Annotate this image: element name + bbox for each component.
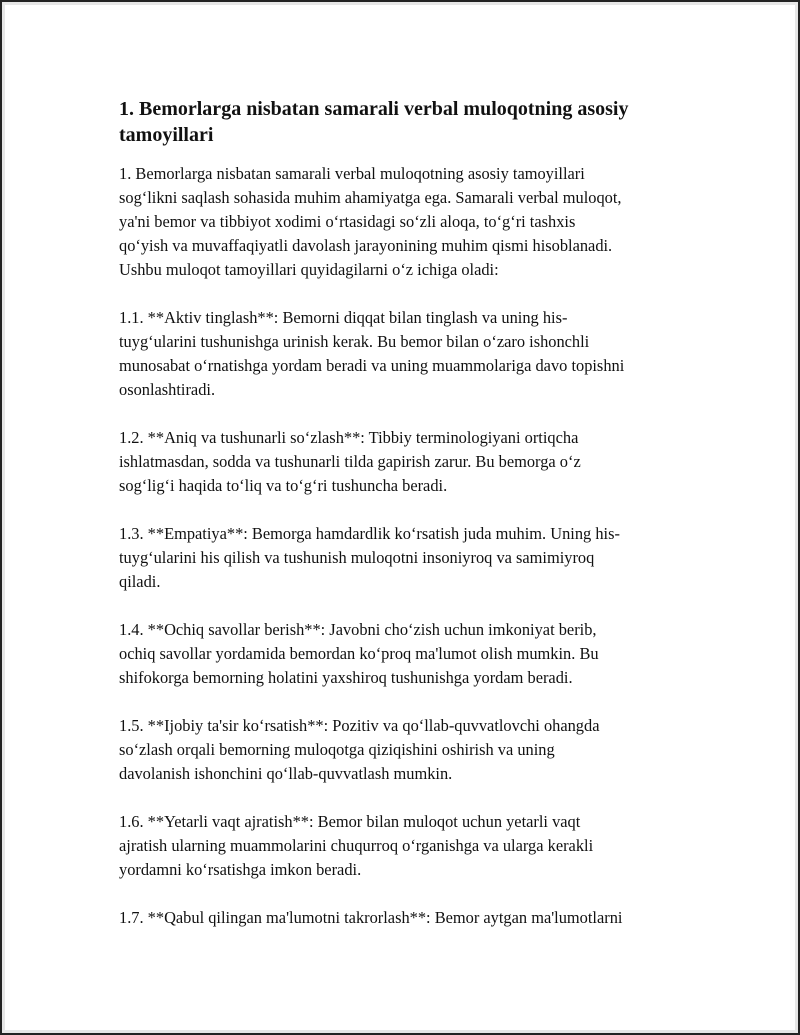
principle-clear-speech: 1.2. **Aniq va tushunarli so‘zlash**: Tibbiy terminologiyani ortiqcha ishlatmasdan, sodda va tushunarli tilda gapirish zarur. Bu bemorga o‘z sog‘lig‘i haqida to‘liq va to‘g‘ri tushuncha beradi. (119, 428, 581, 495)
principle-open-questions: 1.4. **Ochiq savollar berish**: Javobni cho‘zish uchun imkoniyat berib, ochiq savollar yordamida bemordan ko‘proq ma'lumot olish mumkin. Bu shifokorga bemorning holatini yaxshiroq tushunishga yordam beradi. (119, 620, 599, 687)
principle-empathy: 1.3. **Empatiya**: Bemorga hamdardlik ko‘rsatish juda muhim. Uning his- tuyg‘ularini his qilish va tushunish muloqotni insoniyroq va samimiyroq qiladi. (119, 524, 620, 591)
document-body (119, 96, 689, 954)
intro-paragraph: 1. Bemorlarga nisbatan samarali verbal muloqotning asosiy tamoyillari sog‘likni saqlash sohasida muhim ahamiyatga ega. Samarali verbal muloqot, ya'ni bemor va tibbiyot xodimi o‘rtasidagi so‘zli aloqa, to‘g‘ri tashxis qo‘yish va muvaffaqiyatli davolash jarayonining muhim qismi hisoblanadi. Ushbu muloqot tamoyillari quyidagilarni o‘z ichiga oladi: (119, 164, 622, 279)
principle-sufficient-time: 1.6. **Yetarli vaqt ajratish**: Bemor bilan muloqot uchun yetarli vaqt ajratish ularning muammolarini chuqurroq o‘rganishga va ularga kerakli yordamni ko‘rsatishga imkon beradi. (119, 812, 594, 879)
principle-repeat-information: 1.7. **Qabul qilingan ma'lumotni takrorlash**: Bemor aytgan ma'lumotlarni (119, 908, 623, 927)
principle-positive-influence: 1.5. **Ijobiy ta'sir ko‘rsatish**: Pozitiv va qo‘llab-quvvatlovchi ohangda so‘zlash orqali bemorning muloqotga qiziqishini oshirish va uning davolanish ishonchini qo‘llab-quvvatlash mumkin. (119, 716, 600, 783)
document-title: 1. Bemorlarga nisbatan samarali verbal muloqotning asosiy tamoyillari (119, 98, 629, 146)
principle-active-listening: 1.1. **Aktiv tinglash**: Bemorni diqqat bilan tinglash va uning his- tuyg‘ularini tushunishga urinish kerak. Bu bemor bilan o‘zaro ishonchli munosabat o‘rnatishga yordam beradi va uning muammolariga davo topishni osonlashtiradi. (119, 308, 625, 399)
